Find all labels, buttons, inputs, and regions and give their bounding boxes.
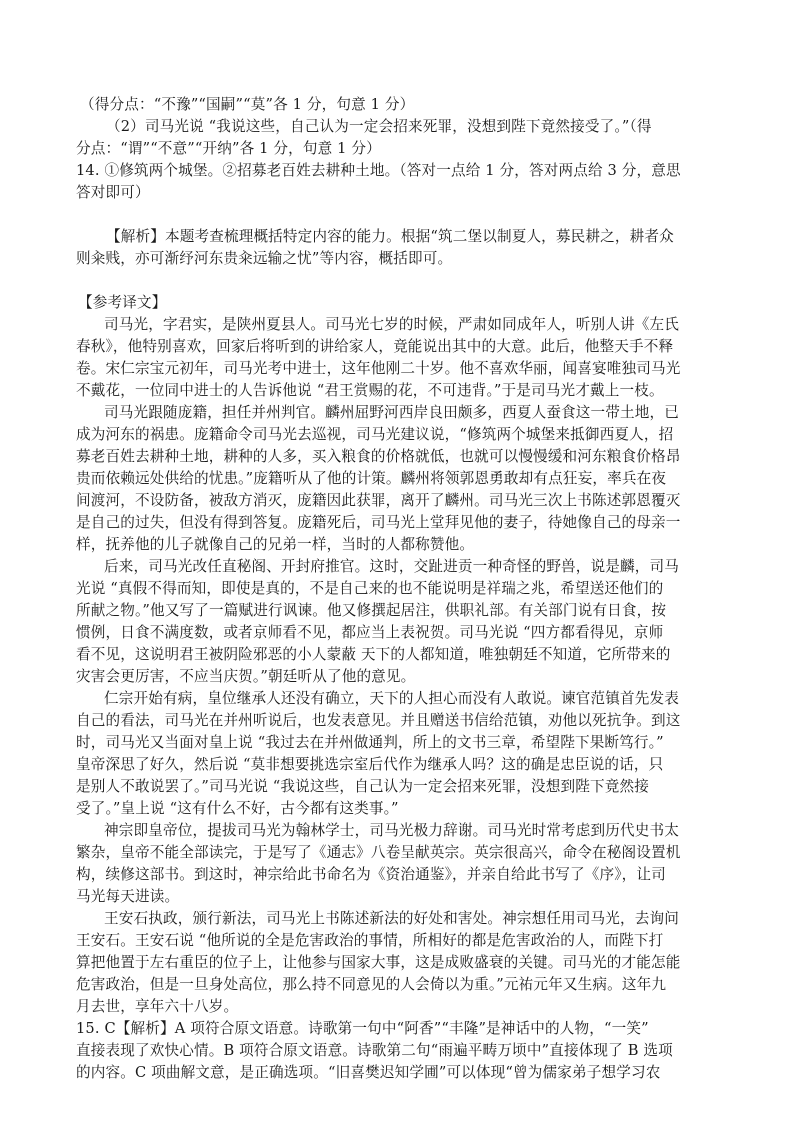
analysis-line: 【解析】本题考查梳理概括特定内容的能力。根据“筑二堡以制夏人，募民耕之，耕者众	[106, 228, 674, 245]
paragraph-line: 危害政治，但是一旦身处高位，那么持不同意见的人会倚以为重。”元祐元年又生病。这年九	[76, 976, 667, 993]
answer-line: 答对即可）	[76, 184, 150, 201]
paragraph-line: 光说 “真假不得而知，即使是真的，不是自己来的也不能说明是祥瑞之兆，希望送还他们的	[76, 580, 664, 597]
answer-line: 分点：“谓”“不意”“开纳”各 1 分，句意 1 分）	[76, 140, 381, 157]
paragraph-line: 贵而依赖远处供给的忧患。”庞籍听从了他的计策。麟州将领郭恩勇敢却有点狂妄，率兵在夜	[76, 470, 667, 487]
paragraph-line: 募老百姓去耕种土地，耕种的人多，买入粮食的价格就低，也就可以慢慢缓和河东粮食价格昂	[76, 448, 681, 465]
paragraph-line: 受了。”皇上说 “这有什么不好，古今都有这类事。”	[76, 800, 399, 817]
paragraph-line: 神宗即皇帝位，提拔司马光为翰林学士，司马光极力辞谢。司马光时常考虑到历代史书太	[104, 822, 680, 839]
paragraph-line: 卷。宋仁宗宝元初年，司马光考中进士，这年他刚二十岁。他不喜欢华丽，闻喜宴唯独司马光	[76, 360, 681, 377]
paragraph-line: 仁宗开始有病，皇位继承人还没有确立，天下的人担心而没有人敢说。谏官范镇首先发表	[104, 690, 680, 707]
paragraph-line: 春秋》，他特别喜欢，回家后将听到的讲给家人，竟能说出其中的大意。此后，他整天手不释	[76, 338, 674, 355]
paragraph-line: 时，司马光又当面对皇上说 “我过去在并州做通判，所上的文书三章，希望陛下果断笃行。”	[76, 734, 664, 751]
paragraph-line: 王安石。王安石说 “他所说的全是危害政治的事情，所相好的都是危害政治的人，而陛下打	[76, 932, 664, 949]
paragraph-line: 自己的看法，司马光在并州听说后，也发表意见。并且赠送书信给范镇，劝他以死抗争。到这	[76, 712, 681, 729]
paragraph-line: 所献之物。”他又写了一篇赋进行讽谏。他又修撰起居注，供职礼部。有关部门说有日食，按	[76, 602, 667, 619]
answer-line: （2）司马光说 “我说这些，自己认为一定会招来死罪，没想到陛下竟然接受了。”（得	[106, 118, 652, 135]
paragraph-line: 构，续修这部书。到这时，神宗给此书命名为《资治通鉴》，并亲自给此书写了《序》，让司	[76, 866, 666, 883]
paragraph-line: 间渡河，不设防备，被敌方消灭，庞籍因此获罪，离开了麟州。司马光三次上书陈述郭恩覆灭	[76, 492, 681, 509]
paragraph-line: 灾害会更厉害，不应当庆贺。”朝廷听从了他的意见。	[76, 668, 416, 685]
paragraph-line: 后来，司马光改任直秘阁、开封府推官。这时，交趾进贡一种奇怪的野兽，说是麟，司马	[104, 558, 680, 575]
section-heading: 【参考译文】	[78, 294, 167, 311]
question-15-line: 15. C【解析】A 项符合原文语意。诗歌第一句中“阿香”“丰隆”是神话中的人物，“一笑”	[76, 1020, 649, 1037]
question-15-line: 的内容。C 项曲解文意，是正确选项。“旧喜樊迟知学圃”可以体现“曾为儒家弟子想学习农	[76, 1064, 661, 1081]
answer-line: 14. ①修筑两个城堡。②招募老百姓去耕种土地。（答对一点给 1 分，答对两点给 3 分，意思	[76, 162, 681, 179]
paragraph-line: 繁杂，皇帝不能全部读完，于是写了《通志》八卷呈献英宗。英宗很高兴，命令在秘阁设置机	[76, 844, 681, 861]
analysis-line: 则籴贱，亦可渐纾河东贵籴远输之忧”等内容，概括即可。	[76, 250, 453, 267]
paragraph-line: 司马光跟随庞籍，担任并州判官。麟州屈野河西岸良田颇多，西夏人蚕食这一带土地，已	[104, 404, 680, 421]
paragraph-line: 马光每天进读。	[76, 888, 180, 905]
paragraph-line: 看不见，这说明君王被阴险邪恶的小人蒙蔽 天下的人都知道，唯独朝廷不知道，它所带来的	[76, 646, 671, 663]
paragraph-line: 不戴花，一位同中进士的人告诉他说 “君王赏赐的花，不可违背。”于是司马光才戴上一枝。	[76, 382, 664, 399]
paragraph-line: 皇帝深思了好久，然后说 “莫非想要挑选宗室后代作为继承人吗？这的确是忠臣说的话，只	[76, 756, 664, 773]
paragraph-line: 是别人不敢说罢了。”司马光说 “我说这些，自己认为一定会招来死罪，没想到陛下竟然接	[76, 778, 649, 795]
paragraph-line: 司马光，字君实，是陕州夏县人。司马光七岁的时候，严肃如同成年人，听别人讲《左氏	[104, 316, 680, 333]
paragraph-line: 算把他置于左右重臣的位子上，让他参与国家大事，这是成败盛衰的关键。司马光的才能怎能	[76, 954, 681, 971]
paragraph-line: 样，抚养他的儿子就像自己的兄弟一样，当时的人都称赞他。	[76, 536, 475, 553]
paragraph-line: 月去世，享年六十八岁。	[76, 998, 239, 1015]
question-15-line: 直接表现了欢快心情。B 项符合原文语意。诗歌第二句“雨遍平畴万顷中”直接体现了 B 选项	[76, 1042, 673, 1059]
paragraph-line: 惯例，日食不满度数，或者京师看不见，都应当上表祝贺。司马光说 “四方都看得见，京师	[76, 624, 664, 641]
paragraph-line: 王安石执政，颁行新法，司马光上书陈述新法的好处和害处。神宗想任用司马光，去询问	[104, 910, 680, 927]
paragraph-line: 成为河东的祸患。庞籍命令司马光去巡视，司马光建议说，“修筑两个城堡来抵御西夏人，招	[76, 426, 674, 443]
paragraph-line: 是自己的过失，但没有得到答复。庞籍死后，司马光上堂拜见他的妻子，待她像自己的母亲一	[76, 514, 681, 531]
score-note-line: （得分点：“不豫”“国嗣”“莫”各 1 分，句意 1 分）	[80, 96, 415, 113]
